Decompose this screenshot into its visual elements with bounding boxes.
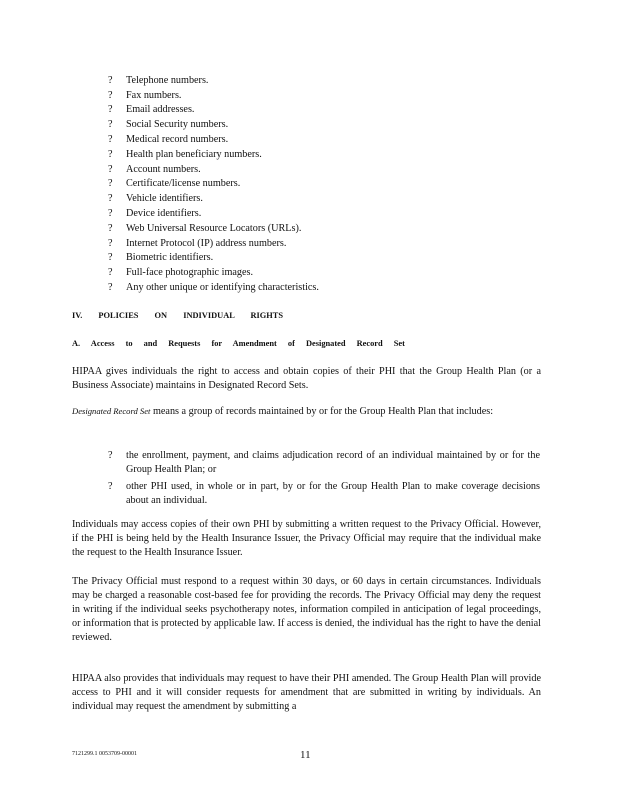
bullet-mark: ? <box>108 267 113 279</box>
list-item <box>108 449 540 477</box>
bullet-mark: ? <box>108 119 113 131</box>
list-item <box>108 265 319 280</box>
list-item <box>108 88 319 103</box>
list-item <box>108 480 540 508</box>
paragraph-designated-record-set <box>72 405 541 419</box>
list-item-text: the enrollment, payment, and claims adjudication record of an individual maintained by or for the Group Health Plan; or <box>126 450 540 475</box>
bullet-mark: ? <box>108 222 113 234</box>
list-item-text: Email addresses. <box>126 104 195 116</box>
list-item <box>108 177 319 192</box>
list-item-text: Social Security numbers. <box>126 119 229 131</box>
list-item-text: Device identifiers. <box>126 208 202 220</box>
document-footer-id: 7121299.1 0053709-00001 <box>72 751 137 757</box>
list-item <box>108 206 319 221</box>
paragraph-access-request: Individuals may access copies of their own PHI by submitting a written request to the Privacy Official. However, if the PHI is being held by the Health Insurance Issuer, the Privacy Official may require that the individual make the request to the Health Insurance Issuer. <box>72 519 541 558</box>
bullet-mark: ? <box>108 163 113 175</box>
paragraph-access-rights: HIPAA gives individuals the right to access and obtain copies of their PHI that the Group Health Plan (or a Business Associate) maintains in Designated Record Sets. <box>72 366 541 391</box>
list-item-text: Internet Protocol (IP) address numbers. <box>126 237 287 249</box>
bullet-mark: ? <box>108 178 113 190</box>
list-item-text: Vehicle identifiers. <box>126 193 203 205</box>
page-number: 11 <box>300 749 311 761</box>
list-item-text: Telephone numbers. <box>126 74 209 86</box>
list-item <box>108 280 319 295</box>
list-item-text: Medical record numbers. <box>126 134 229 146</box>
list-item <box>108 221 319 236</box>
bullet-mark: ? <box>108 104 113 116</box>
subsection-heading: A. Access to and Requests for Amendment of Designated Record Set <box>72 339 405 348</box>
bullet-mark: ? <box>108 252 113 264</box>
list-item-text: Full-face photographic images. <box>126 267 254 279</box>
list-item <box>108 251 319 266</box>
bullet-mark: ? <box>108 237 113 249</box>
list-item-text: Biometric identifiers. <box>126 252 214 264</box>
bullet-mark: ? <box>108 89 113 101</box>
list-item <box>108 236 319 251</box>
list-item-text: Certificate/license numbers. <box>126 178 241 190</box>
bullet-mark: ? <box>108 480 113 492</box>
bullet-mark: ? <box>108 148 113 160</box>
list-item-text: other PHI used, in whole or in part, by or for the Group Health Plan to make coverage decisions about an individual. <box>126 480 540 506</box>
list-item <box>108 103 319 118</box>
bullet-mark: ? <box>108 208 113 220</box>
bullet-mark: ? <box>108 282 113 294</box>
paragraph-amendment: HIPAA also provides that individuals may request to have their PHI amended. The Group Health Plan will provide access to PHI and it will consider requests for amendment that are submitted in writing by individuals. An individual may request the amendment by submitting a <box>72 673 541 712</box>
defined-term: Designated Record Set <box>72 406 151 416</box>
bullet-mark: ? <box>108 193 113 205</box>
list-item <box>108 117 319 132</box>
paragraph-response-time: The Privacy Official must respond to a request within 30 days, or 60 days in certain circumstances. Individuals may be charged a reasonable cost-based fee for providing the records. The Privacy Official may deny the request in writing if the individual seeks psychotherapy notes, information compiled in anticipation of legal proceedings, or information that is protected by applicable law. If access is denied, the individual has the right to have the denial reviewed. <box>72 576 541 643</box>
bullet-mark: ? <box>108 450 113 461</box>
bullet-mark: ? <box>108 134 113 146</box>
list-item <box>108 132 319 147</box>
list-item <box>108 73 319 88</box>
list-item-text: Health plan beneficiary numbers. <box>126 148 262 160</box>
bullet-mark: ? <box>108 74 113 86</box>
list-item <box>108 162 319 177</box>
list-item-text: Fax numbers. <box>126 89 182 101</box>
list-item-text: Web Universal Resource Locators (URLs). <box>126 222 302 234</box>
list-item <box>108 191 319 206</box>
list-item-text: Account numbers. <box>126 163 201 175</box>
identifiers-list <box>108 73 319 295</box>
section-heading: IV. POLICIES ON INDIVIDUAL RIGHTS <box>72 311 284 320</box>
list-item-text: Any other unique or identifying characteristics. <box>126 282 319 294</box>
definition-text: means a group of records maintained by or for the Group Health Plan that includes: <box>150 406 494 417</box>
list-item <box>108 147 319 162</box>
record-set-list <box>108 449 540 511</box>
